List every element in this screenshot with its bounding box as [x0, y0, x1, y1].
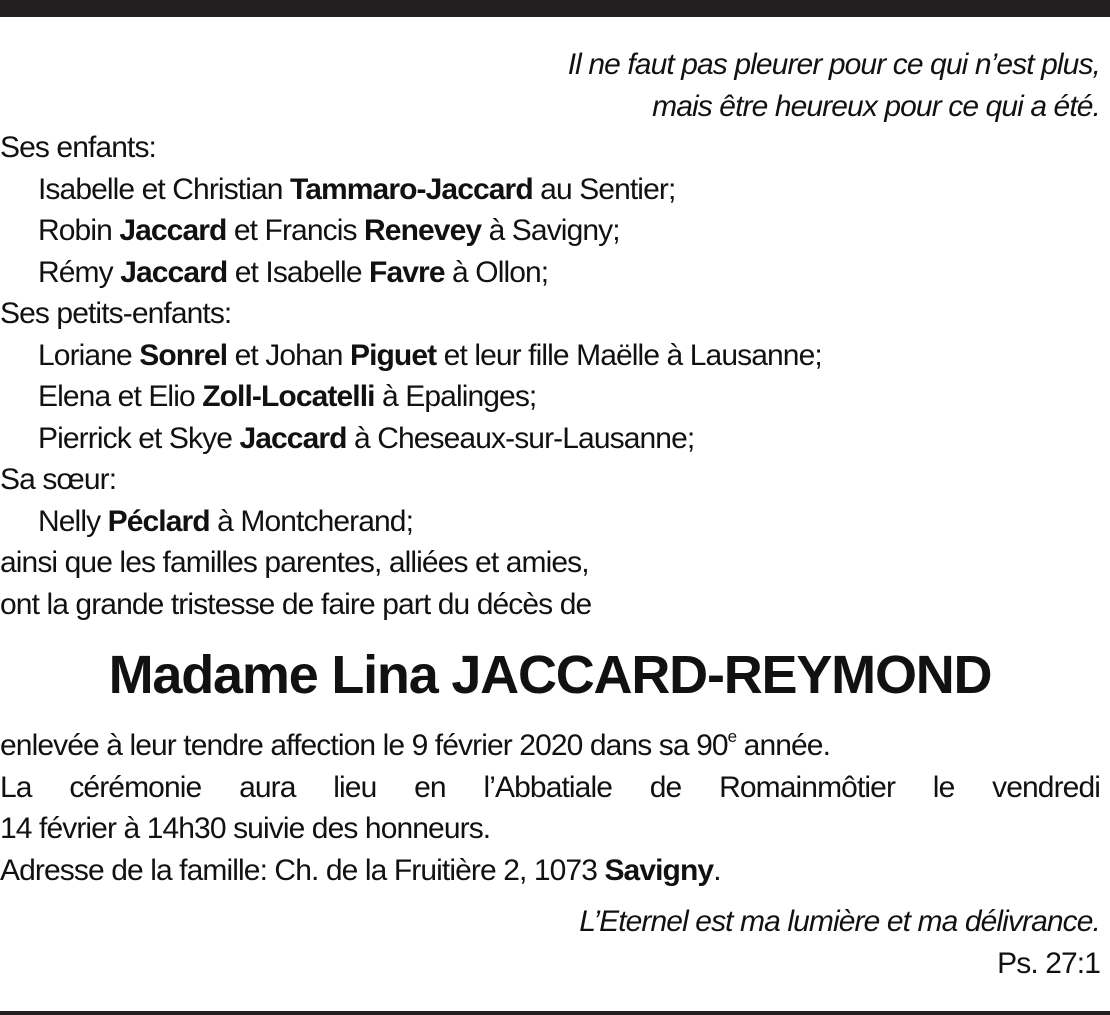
- ceremony-details-continued: 14 février à 14h30 suivie des honneurs.: [0, 812, 491, 845]
- family-address: Adresse de la famille: Ch. de la Fruitière 2, 1073 Savigny.: [0, 853, 721, 887]
- family-line-2: ont la grande tristesse de faire part du décès de: [0, 587, 592, 621]
- family-line-1: ainsi que les familles parentes, alliées et amies,: [0, 546, 589, 579]
- sister-heading: Sa sœur:: [0, 463, 117, 496]
- closing-quote-reference: Ps. 27:1: [997, 946, 1100, 980]
- bottom-rule: [0, 1011, 1110, 1015]
- opening-quote-line-1: Il ne faut pas pleurer pour ce qui n’est plus,: [567, 48, 1100, 81]
- child-entry: Robin Jaccard et Francis Renevey à Savigny;: [38, 214, 620, 247]
- grandchild-entry: Elena et Elio Zoll-Locatelli à Epalinges;: [38, 380, 537, 413]
- deceased-name: Madame Lina JACCARD-REYMOND: [108, 645, 992, 705]
- sister-entry: Nelly Péclard à Montcherand;: [38, 504, 414, 538]
- child-entry: Rémy Jaccard et Isabelle Favre à Ollon;: [38, 255, 549, 289]
- opening-quote-line-2: mais être heureux pour ce qui a été.: [652, 89, 1100, 123]
- grandchild-entry: Loriane Sonrel et Johan Piguet et leur fille Maëlle à Lausanne;: [38, 338, 822, 372]
- child-entry: Isabelle et Christian Tammaro-Jaccard au Sentier;: [38, 172, 676, 206]
- obituary-notice: [0, 44, 1100, 984]
- children-heading: Ses enfants:: [0, 131, 156, 164]
- death-details: enlevée à leur tendre affection le 9 février 2020 dans sa 90e année.: [0, 727, 831, 762]
- ceremony-details: La cérémonie aura lieu en l’Abbatiale de Romainmôtier le vendredi: [0, 770, 1100, 804]
- closing-quote: L’Eternel est ma lumière et ma délivrance.: [579, 905, 1100, 938]
- spacer: [0, 891, 1100, 901]
- grandchild-entry: Pierrick et Skye Jaccard à Cheseaux-sur-Lausanne;: [38, 421, 695, 455]
- top-rule: [0, 0, 1110, 17]
- grandchildren-heading: Ses petits-enfants:: [0, 297, 232, 330]
